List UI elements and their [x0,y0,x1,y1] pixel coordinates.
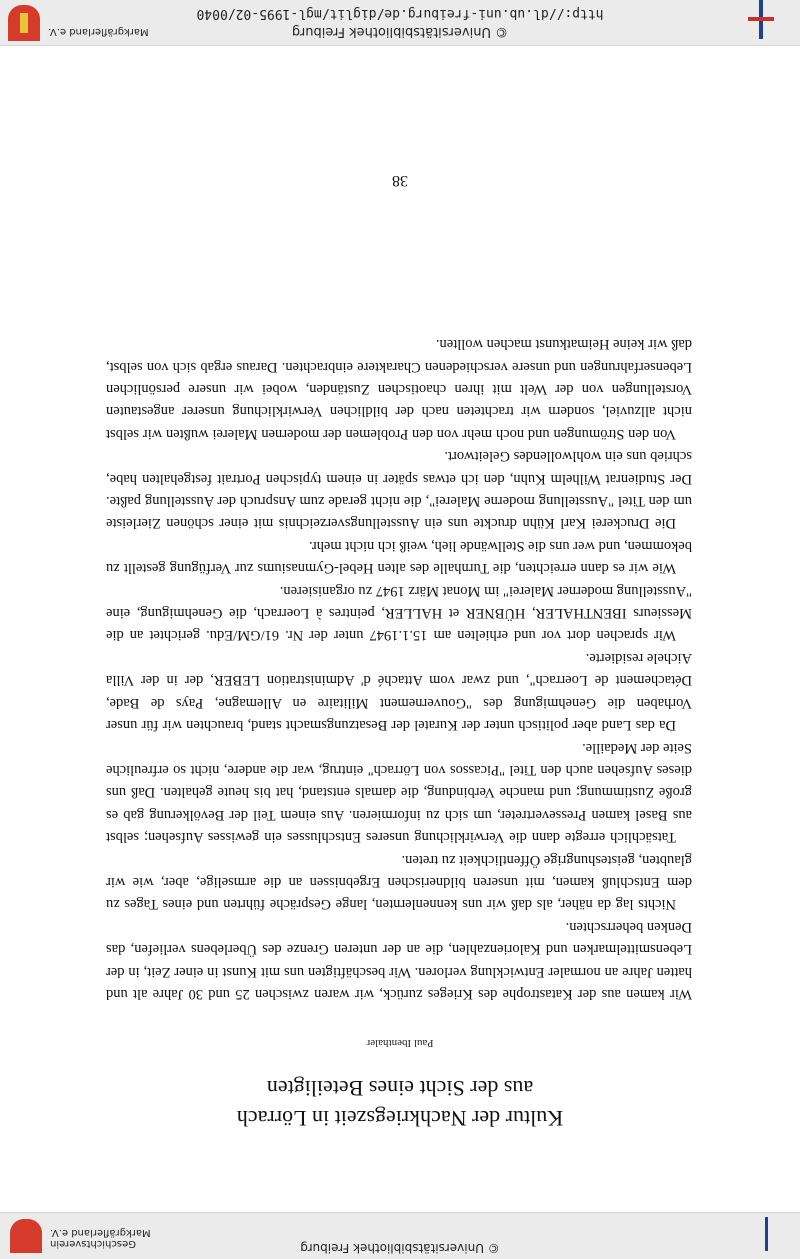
permalink-link[interactable]: http://dl.ub.uni-freiburg.de/diglit/mgl-1995-02/0040 [196,6,604,21]
page-number: 38 [392,172,408,189]
article-subtitle: aus der Sicht eines Beteiligten [266,1076,534,1101]
article-author: Paul Ibenthaler [366,1037,434,1049]
society-crest-icon [8,5,40,41]
society-name [50,1227,151,1249]
paragraph: Die Druckerei Karl Kühn druckte uns ein Ausstellungsverzeichnis mit einer schönen Zierleiste um den Titel "Ausstellung moderne Malerei", die nicht gerade zum Anspruch der Ausstellung paßte. Der Studienrat Wilhelm Kuhn, den ich etwas später in einem typischen Portrait festgehalten habe, schrieb uns ein wohlwollendes Geleitwort. [106,448,692,532]
article-body [106,333,692,1005]
copyright-credit: © Universitätsbibliothek Freiburg [291,24,509,39]
society-name-line1: Geschichtsverein [50,1238,136,1249]
society-crest-icon [10,1219,42,1253]
paragraph: Da das Land aber politisch unter der Kuratel der Besatzungsmacht stand, brauchten wir für unser Vorhaben die Genehmigung des "Gouvernement Militaire en Allemagne, Pays de Bade, Détachement de Loerrach", und zwar vom Attaché d' Administration LEBER, der in der Villa Aichele residierte. [106,649,692,734]
paragraph: Tatsächlich erregte dann die Verwirklichung unseres Entschlusses ein gewisses Aufsehen; selbst aus Basel kamen Pressevertreter, um sich zu informieren. Aus einem Teil der Bevölkerung gab es große Zustimmung; und manche Verbindung, die damals entstand, hat bis heute gehalten. Daß uns dieses Aufsehen auch den Titel "Picassos von Lörrach" eintrug, war die andere, nicht so erfreuliche Seite der Medaille. [106,739,692,846]
viewer-footer [0,0,800,46]
paragraph: Von den Strömungen und noch mehr von den Problemen der modernen Malerei wußten wir selbst nicht allzuviel, sondern wir trachteten nach der bildlichen Verwirklichung unserer angestauten Vorstellungen von der Welt mit ihren chaotischen Zuständen, wobei wir unsere persönlichen Lebenserfahrungen und unsere verschiedenen Charaktere einbrachten. Daraus ergab sich von selbst, daß wir keine Heimatkunst machen wollten. [106,336,692,442]
paragraph: Wir kamen aus der Katastrophe des Krieges zurück, wir waren zwischen 25 und 30 Jahre alt und hatten Jahre an normaler Entwicklung verloren. Wir beschäftigten uns mit Kunst in einer Zeit, in der Lebensmittelmarken und Kalorienzahlen, die an der unteren Grenze des Überlebens verliefen, das Denken beherrschten. [106,918,692,1002]
paragraph: Wie wir es dann erreichten, die Turnhalle des alten Hebel-Gymnasiums zur Verfügung gestellt zu bekommen, und wer uns die Stellwände lieh, weiß ich nicht mehr. [106,537,692,577]
article-title: Kultur der Nachkriegszeit in Lörrach [236,1106,564,1131]
paragraph: Nichts lag da näher, als daß wir uns kennenlernten, lange Gespräche führten und eines Tages zu dem Entschluß kamen, mit unseren bildnerischen Ergebnissen an die armselige, aber, wie wir glaubten, geisteshungrige Öffentlichkeit zu treten. [106,851,692,913]
society-name-line2: Markgräflerland e.V. [50,1227,151,1238]
society-name: Markgräflerland e.V. [48,26,149,37]
viewer-header [0,1212,800,1259]
copyright-credit: © Universitätsbibliothek Freiburg [300,1241,500,1255]
paragraph: Wir sprachen dort vor und erhielten am 15.1.1947 unter der Nr. 61/GM/Edu. gerichtet an die Messieurs IBENTHALER, HÜBNER et HALLER, peintres à Loerrach, die Genehmigung, eine "Ausstellung moderner Malerei" im Monat März 1947 zu organisieren. [106,582,692,644]
